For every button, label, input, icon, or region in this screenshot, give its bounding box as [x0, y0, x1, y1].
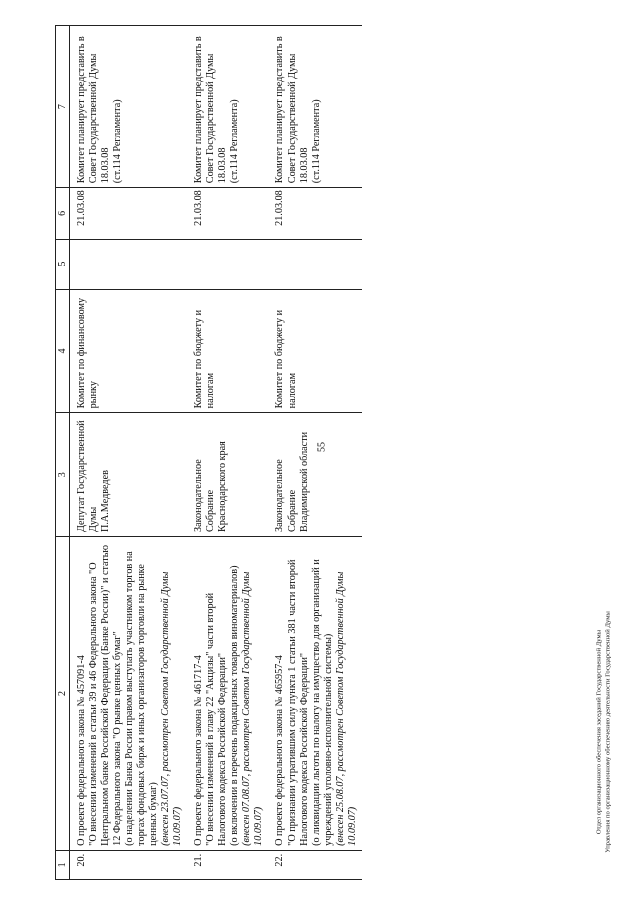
- page-number: 55: [316, 442, 328, 452]
- footer-directorate: Управления по организационному обеспечению деятельности Государственной Думы: [604, 611, 612, 853]
- column-number-row: [56, 26, 70, 880]
- column-5-cell: [70, 239, 188, 289]
- status-note: Комитет планирует представить в Совет Государственной Думы 18.03.08 (ст.114 Регламента): [268, 26, 361, 188]
- bill-title: О проекте федерального закона № 457091-4 "О внесении изменений в статьи 39 и 46 Федерального закона "О Центральном банке Российской Федерации (Банке России)" и статью 12 Федерального закона "О рынке ценных бумаг": [76, 544, 124, 846]
- status-note: Комитет планирует представить в Совет Государственной Думы 18.03.08 (ст.114 Регламента): [187, 26, 268, 188]
- bill-subject: (о ликвидации льготы по налогу на имущество для организаций и учреждений уголовно-исполнительной системы): [310, 559, 334, 846]
- row-number: 20.: [70, 850, 188, 879]
- row-number: 21.: [187, 850, 268, 879]
- bill-note: (внесен 23.07.07, рассмотрен Советом Государственной Думы 10.09.07): [160, 571, 184, 846]
- bill-table-rotated: [55, 25, 358, 880]
- bill-author: Законодательное Собрание Владимирской области: [268, 413, 361, 537]
- bill-title: О проекте федерального закона № 465957-4 "О признании утратившим силу пункта 1 статьи 381 части второй Налогового кодекса Российской Федерации": [274, 559, 310, 846]
- responsible-committee: Комитет по бюджету и налогам: [187, 289, 268, 413]
- column-5-cell: [187, 239, 268, 289]
- scheduled-date: 21.03.08: [187, 188, 268, 239]
- bill-note: (внесен 07.08.07, рассмотрен Советом Государственной Думы 10.09.07): [241, 571, 265, 846]
- bill-table: [55, 25, 362, 880]
- bill-subject: (о наделении Банка России правом выступать участником торгов на торгах фондовых бирж и иных организаторов торговли на рынке ценных бумаг): [124, 551, 160, 846]
- bill-description-cell: [70, 537, 188, 851]
- table-row: [70, 26, 188, 880]
- responsible-committee: Комитет по финансовому рынку: [70, 289, 188, 413]
- column-5-cell: [268, 239, 361, 289]
- column-header-6: 6: [56, 188, 70, 239]
- scheduled-date: 21.03.08: [268, 188, 361, 239]
- status-note: Комитет планирует представить в Совет Государственной Думы 18.03.08 (ст.114 Регламента): [70, 26, 188, 188]
- column-header-5: 5: [56, 239, 70, 289]
- column-header-1: 1: [56, 850, 70, 879]
- row-number: 22.: [268, 850, 361, 879]
- column-header-2: 2: [56, 537, 70, 851]
- bill-author: Депутат Государственной Думы П.А.Медведев: [70, 413, 188, 537]
- bill-title: О проекте федерального закона № 461717-4 "О внесении изменений в главу 22 "Акцизы" части второй Налогового кодекса Российской Федерации": [193, 592, 229, 846]
- bill-note: (внесен 25.08.07, рассмотрен Советом Государственной Думы 10.09.07): [334, 571, 358, 846]
- column-header-7: 7: [56, 26, 70, 188]
- bill-description-cell: [187, 537, 268, 851]
- column-header-3: 3: [56, 413, 70, 537]
- bill-description-cell: [268, 537, 361, 851]
- column-header-4: 4: [56, 289, 70, 413]
- bill-subject: (о включении в перечень подакцизных товаров виноматериалов): [229, 565, 241, 846]
- table-row: [187, 26, 268, 880]
- responsible-committee: Комитет по бюджету и налогам: [268, 289, 361, 413]
- footer-department: Отдел организационного обеспечения заседаний Государственной Думы: [595, 629, 603, 835]
- table-row: [268, 26, 361, 880]
- bill-author: Законодательное Собрание Краснодарского края: [187, 413, 268, 537]
- scheduled-date: 21.03.08: [70, 188, 188, 239]
